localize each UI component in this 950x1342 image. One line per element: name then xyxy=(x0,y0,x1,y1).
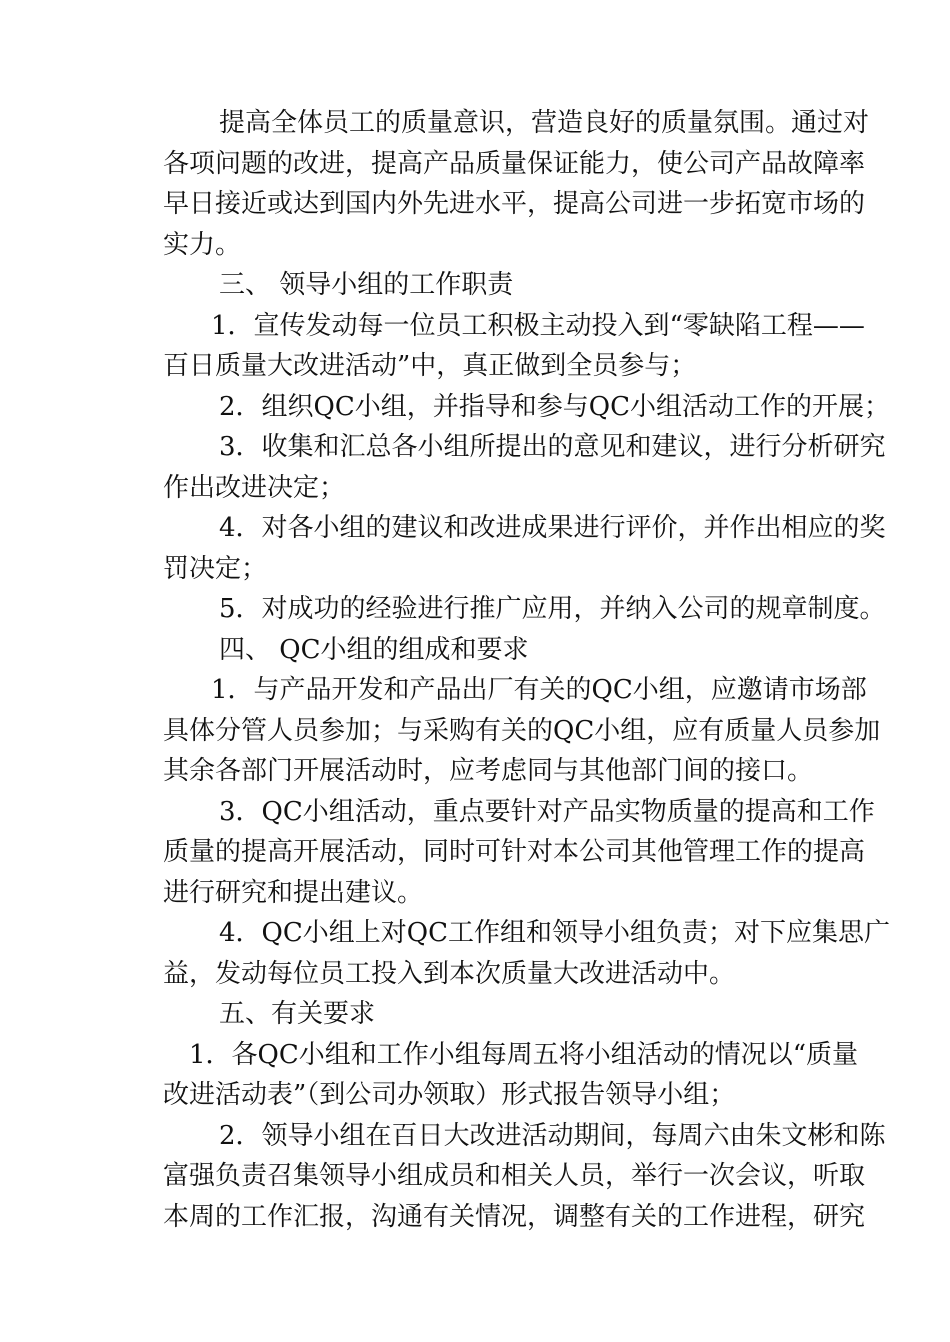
text-line: 作出改进决定； xyxy=(163,472,346,503)
text-line: 本周的工作汇报，沟通有关情况，调整有关的工作进程，研究 xyxy=(163,1201,866,1232)
document-body xyxy=(163,103,915,1237)
text-line: 1．各QC小组和工作小组每周五将小组活动的情况以“质量 xyxy=(189,1039,859,1070)
text-line: 百日质量大改进活动”中，真正做到全员参与； xyxy=(163,351,697,381)
list-item-4-4 xyxy=(163,913,915,994)
list-item-4-3 xyxy=(163,792,915,914)
text-line: 早日接近或达到国内外先进水平，提高公司进一步拓宽市场的 xyxy=(163,189,866,219)
text-line: 提高全体员工的质量意识，营造良好的质量氛围。通过对 xyxy=(219,108,870,138)
list-item-5-1 xyxy=(163,1035,915,1116)
list-item-3-5 xyxy=(163,589,915,630)
list-item-3-1 xyxy=(163,306,915,387)
text-line: 改进活动表”（到公司办领取）形式报告领导小组； xyxy=(163,1080,736,1110)
list-item-3-2 xyxy=(163,387,915,428)
paragraph-intro xyxy=(163,103,915,265)
section-heading-4 xyxy=(163,630,915,671)
text-line: 质量的提高开展活动，同时可针对本公司其他管理工作的提高 xyxy=(163,837,866,867)
list-item-5-2 xyxy=(163,1116,915,1238)
text-line: 具体分管人员参加；与采购有关的QC小组，应有质量人员参加 xyxy=(163,715,881,746)
heading-line: 三、 领导小组的工作职责 xyxy=(219,270,514,300)
text-line: 4．对各小组的建议和改进成果进行评价，并作出相应的奖 xyxy=(219,513,886,543)
section-heading-5 xyxy=(163,994,915,1035)
text-line: 3．QC小组活动，重点要针对产品实物质量的提高和工作 xyxy=(219,796,875,827)
list-item-3-4 xyxy=(163,508,915,589)
text-line: 益，发动每位员工投入到本次质量大改进活动中。 xyxy=(163,958,736,989)
text-line: 富强负责召集领导小组成员和相关人员，举行一次会议，听取 xyxy=(163,1161,866,1191)
text-line: 2．领导小组在百日大改进活动期间，每周六由朱文彬和陈 xyxy=(219,1120,886,1151)
text-line: 1．宣传发动每一位员工积极主动投入到“零缺陷工程—— xyxy=(211,310,865,341)
text-line: 5．对成功的经验进行推广应用，并纳入公司的规章制度。 xyxy=(219,594,886,624)
list-item-3-3 xyxy=(163,427,915,508)
list-item-4-1 xyxy=(163,670,915,792)
text-line: 3．收集和汇总各小组所提出的意见和建议，进行分析研究 xyxy=(219,432,886,462)
text-line: 1．与产品开发和产品出厂有关的QC小组，应邀请市场部 xyxy=(211,675,867,705)
text-line: 罚决定； xyxy=(163,553,268,584)
text-line: 4．QC小组上对QC工作组和领导小组负责；对下应集思广 xyxy=(219,918,890,948)
heading-line: 四、 QC小组的组成和要求 xyxy=(219,634,529,665)
heading-line: 五、有关要求 xyxy=(219,999,376,1029)
text-line: 2．组织QC小组，并指导和参与QC小组活动工作的开展； xyxy=(219,391,890,422)
text-line: 进行研究和提出建议。 xyxy=(163,877,424,908)
text-line: 各项问题的改进，提高产品质量保证能力，使公司产品故障率 xyxy=(163,148,866,179)
text-line: 其余各部门开展活动时，应考虑同与其他部门间的接口。 xyxy=(163,756,814,786)
text-line: 实力。 xyxy=(163,229,242,260)
section-heading-3 xyxy=(163,265,915,306)
